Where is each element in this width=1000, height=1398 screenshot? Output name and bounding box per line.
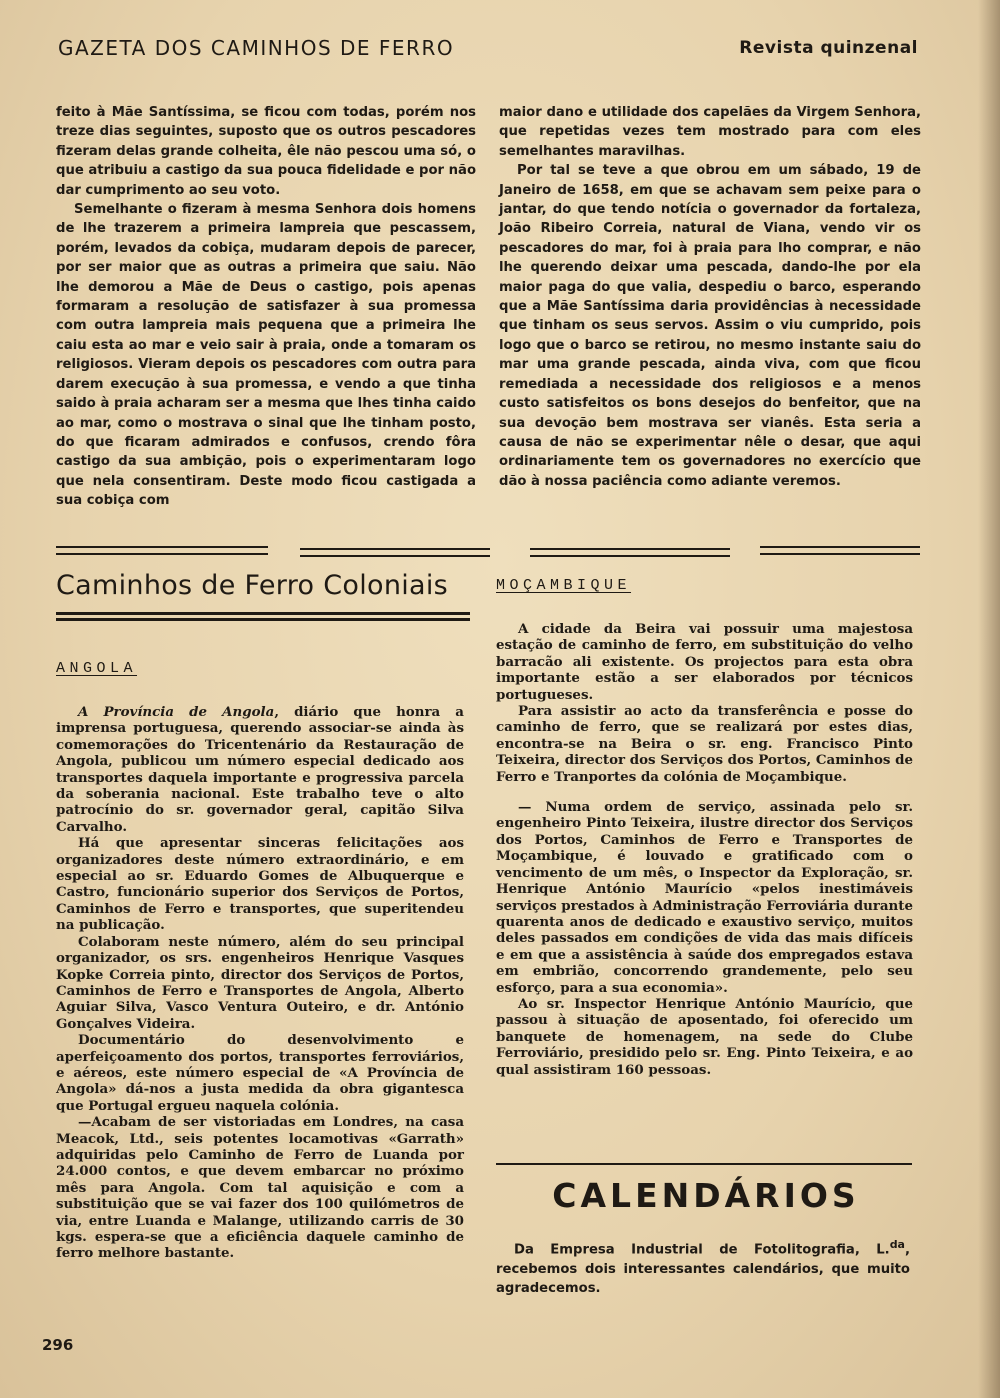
mocambique-heading: MOÇAMBIQUE xyxy=(496,577,632,594)
mocambique-paragraph-2: Para assistir ao acto da transferência e posse do caminho de ferro, que se realizará por estes dias, encontra-se na Beira o sr. eng. Francisco Pinto Teixeira, director dos Serviços dos Portos, Caminhos de Ferro e Tranportes da colónia de Moçambique. xyxy=(496,703,913,785)
top-left-paragraph-1: feito à Mãe Santíssima, se ficou com todas, porém nos treze dias seguintes, suposto que os outros pescadores fizeram delas grande colheita, êle não pescou uma só, o que atribuiu a castigo da sua pouca fidelidade e por não dar cumprimento ao seu voto. xyxy=(56,105,476,198)
mocambique-paragraph-1: A cidade da Beira vai possuir uma majestosa estação de caminho de ferro, em substituição do velho barracão ali existente. Os projectos para esta obra importante estão a ser elaborados por técnicos portugueses. xyxy=(496,621,913,703)
top-article-left-column xyxy=(56,103,476,511)
publication-title: GAZETA DOS CAMINHOS DE FERRO xyxy=(58,36,455,60)
superscript-abbrev: da xyxy=(889,1238,905,1251)
publication-subtitle: Revista quinzenal xyxy=(739,38,918,58)
running-header xyxy=(58,36,918,66)
calendarios-text xyxy=(496,1235,910,1299)
mocambique-paragraph-4: Ao sr. Inspector Henrique António Maurício, que passou à situação de aposentado, foi oferecido um banquete de homenagem, na sede do Clube Ferroviário, presidido pelo sr. Eng. Pinto Teixeira, e ao qual assistiram 160 pessoas. xyxy=(496,995,913,1078)
angola-heading: ANGOLA xyxy=(56,660,138,677)
separator-rule xyxy=(760,546,920,555)
calendarios-title: CALENDÁRIOS xyxy=(552,1176,860,1215)
angola-paragraph-4: Documentário do desenvolvimento e aperfeiçoamento dos portos, transportes ferroviários, e aéreos, este número especial de «A Província de Angola» dá-nos a justa medida da obra gigantesca que Portugal ergueu naquela colónia. xyxy=(56,1032,464,1114)
section-title-rule xyxy=(56,612,470,615)
calendarios-text-part-1: Da Empresa Industrial de Fotolitografia, L. xyxy=(514,1242,890,1258)
separator-rule xyxy=(56,546,268,555)
section-title: Caminhos de Ferro Coloniais xyxy=(56,570,449,601)
section-title-rule xyxy=(56,618,470,621)
angola-paragraph-5: —Acabam de ser vistoriadas em Londres, na casa Meacok, Ltd., seis potentes locamotivas «Garrath» adquiridas pelo Caminho de Ferro de Luanda por 24.000 contos, e que devem embarcar no próximo mês para Angola. Com tal aquisição e com a substituição que se vai fazer dos 100 quilómetros de via, entre Luanda e Malange, utilizando carris de 30 kgs. espera-se que a eficiência daquele caminho de ferro melhore bastante. xyxy=(56,1114,464,1262)
page-number: 296 xyxy=(42,1336,74,1354)
angola-paragraph-2: Há que apresentar sinceras felicitações aos organizadores deste número extraordinário, e em especial ao sr. Eduardo Gomes de Albuquerque e Castro, funcionário superior dos Serviços de Portos, Caminhos de Ferro e transportes, que superitendeu na publicação. xyxy=(56,835,464,934)
angola-paragraph-3: Colaboram neste número, além do seu principal organizador, os srs. engenheiros Henrique Vasques Kopke Correia pinto, director dos Serviços de Portos, Caminhos de Ferro e Transportes de Angola, Alberto Aguiar Silva, Vasco Ventura Outeiro, e dr. António Gonçalves Videira. xyxy=(56,933,464,1032)
page-edge-shadow xyxy=(978,0,1000,1398)
newspaper-title: A Província de Angola xyxy=(78,704,275,720)
mocambique-article xyxy=(496,621,913,1078)
top-left-paragraph-2: Semelhante o fizeram à mesma Senhora dois homens de lhe trazerem a primeira lampreia que pescassem, porém, levados da cobiça, mudaram depois de parecer, por ser maior que as outras a primeira que saiu. Não lhe demorou a Mãe de Deus o castigo, pois apenas formaram a resolução de satisfazer à sua promessa com outra lampreia mais pequena que a primeira lhe caiu esta ao mar e veio sair à praia, onde a tomaram os religiosos. Vieram depois os pescadores com outra para darem execução à sua promessa, e vendo a que tinha saido à praia acharam ser a mesma que lhes tinha caido ao mar, como o mostrava o sinal que lhe tinham posto, do que ficaram admirados e confusos, crendo fôra castigo da sua ambição, pois o experimentaram logo que nela consentiram. Deste modo ficou castigada a sua cobiça com xyxy=(56,202,476,509)
angola-article xyxy=(56,704,464,1262)
top-right-paragraph-2: Por tal se teve a que obrou em um sábado, 19 de Janeiro de 1658, em que se achavam sem peixe para o jantar, do que tendo notícia o governador da fortaleza, João Ribeiro Correia, natural de Viana, vendo vir os pescadores do mar, foi à praia para lho comprar, e não lhe querendo deixar uma pescada, dando-lhe por ela maior paga do que valia, despediu o barco, esperando que a Mãe Santíssima daria providências à necessidade que tinham os seus servos. Assim o viu cumprido, pois logo que o barco se retirou, no mesmo instante saiu do mar uma grande pescada, ainda viva, com que ficou remediada a necessidade dos religiosos e a menos custo satisfeitos os bons desejos do benfeitor, que na sua devoção bem mostrava ser vianês. Esta seria a causa de não se experimentar nêle o desar, que aqui ordinariamente tem os governadores no exercício que dão à nossa paciência como adiante veremos. xyxy=(499,163,921,489)
calendarios-rule xyxy=(496,1163,912,1165)
top-article-right-column xyxy=(499,103,921,491)
angola-paragraph-1 xyxy=(56,704,464,835)
angola-paragraph-1-text: , diário que honra a imprensa portuguesa, querendo associar-se ainda às comemorações do Tricentenário da Restauração de Angola, publicou um número especial dedicado aos transportes daquela importante e progressiva parcela da soberania nacional. Este trabalho teve o alto patrocínio do sr. governador geral, capitão Silva Carvalho. xyxy=(56,704,464,835)
top-right-paragraph-1: maior dano e utilidade dos capelães da Virgem Senhora, que repetidas vezes tem mostrado para com eles semelhantes maravilhas. xyxy=(499,105,921,159)
separator-rule xyxy=(530,548,730,557)
separator-rule xyxy=(300,548,490,557)
calendarios-text-part-2: , recebemos dois interessantes calendários, que muito agradecemos. xyxy=(496,1242,910,1297)
mocambique-paragraph-3: — Numa ordem de serviço, assinada pelo sr. engenheiro Pinto Teixeira, ilustre director dos Serviços dos Portos, Caminhos de Ferro e Transportes de Moçambique, é louvado e gratificado com o vencimento de um mês, o Inspector da Exploração, sr. Henrique António Maurício «pelos inestimáveis serviços prestados à Administração Ferroviária durante quarenta anos de dedicado e exaustivo serviço, muitos deles passados em condições de vida das mais difíceis e em que a assistência à saúde dos empregados estava em embrião, concorrendo grandemente, pelo seu esforço, para a sua economia». xyxy=(496,799,913,996)
